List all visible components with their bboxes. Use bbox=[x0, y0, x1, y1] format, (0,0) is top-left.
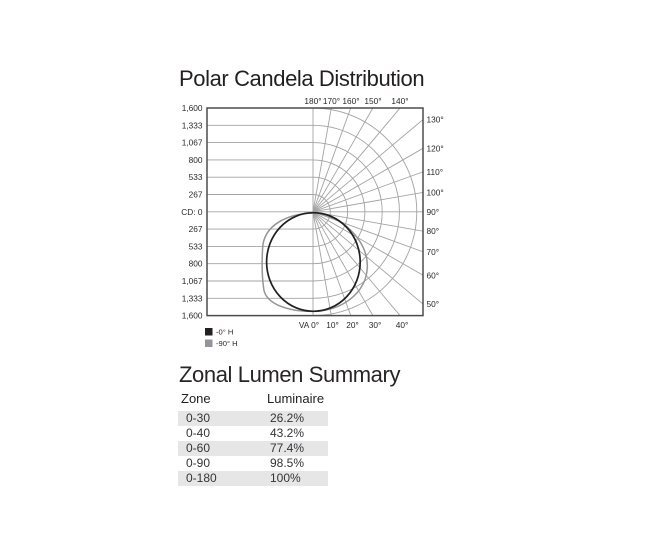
zonal-col-zone: Zone bbox=[181, 391, 211, 406]
angle-tick-label: 40° bbox=[395, 320, 409, 330]
angle-tick-label: 80° bbox=[426, 226, 440, 237]
table-row bbox=[178, 471, 328, 486]
y-tick-label: 800 bbox=[188, 154, 203, 165]
chart-legend bbox=[205, 328, 238, 349]
legend-swatch-90deg bbox=[205, 340, 213, 348]
zonal-summary-table bbox=[178, 411, 328, 486]
y-tick-label: 800 bbox=[188, 258, 203, 269]
angle-tick-label: 110° bbox=[426, 166, 444, 177]
angle-tick-label: 150° bbox=[364, 96, 382, 106]
angle-tick-label: 100° bbox=[426, 187, 444, 198]
y-tick-label: 1,333 bbox=[181, 293, 203, 304]
zone-cell: 0-90 bbox=[186, 456, 211, 470]
y-tick-label: 1,067 bbox=[181, 276, 203, 286]
right-angle-tick-labels bbox=[427, 115, 444, 310]
table-row bbox=[178, 441, 328, 456]
horizontal-gridlines bbox=[207, 125, 313, 298]
angle-tick-label: 60° bbox=[426, 270, 440, 281]
luminaire-cell: 26.2% bbox=[270, 411, 305, 425]
zonal-summary-title: Zonal Lumen Summary bbox=[179, 362, 401, 387]
zone-cell: 0-40 bbox=[186, 426, 211, 440]
y-tick-label: 267 bbox=[188, 189, 203, 200]
angle-tick-label-va-zero: VA 0° bbox=[298, 320, 320, 330]
table-row bbox=[178, 411, 328, 426]
zonal-col-luminaire: Luminaire bbox=[267, 391, 325, 406]
luminaire-cell: 100% bbox=[270, 471, 301, 485]
y-tick-label: 1,333 bbox=[181, 120, 203, 131]
zone-cell: 0-30 bbox=[186, 411, 211, 425]
legend-label-90deg: -90° H bbox=[216, 339, 238, 349]
y-tick-label: 267 bbox=[188, 224, 203, 235]
luminaire-cell: 98.5% bbox=[270, 456, 305, 470]
angle-tick-label: 30° bbox=[368, 320, 382, 330]
y-tick-label: 1,600 bbox=[181, 103, 203, 113]
angle-tick-label: 130° bbox=[426, 114, 444, 125]
y-tick-label: 1,067 bbox=[181, 137, 203, 148]
table-row bbox=[178, 426, 328, 441]
curve-90deg-horizontal-plane bbox=[262, 213, 367, 311]
luminaire-cell: 77.4% bbox=[270, 441, 305, 455]
zone-cell: 0-60 bbox=[186, 441, 211, 455]
angle-tick-label: 120° bbox=[426, 143, 444, 154]
zonal-table-header bbox=[181, 391, 361, 406]
y-tick-label: 1,600 bbox=[181, 310, 203, 321]
y-tick-label: 533 bbox=[188, 172, 203, 183]
table-row bbox=[178, 456, 328, 471]
angle-tick-label: 160° bbox=[342, 96, 360, 106]
luminaire-cell: 43.2% bbox=[270, 426, 305, 440]
angle-tick-label: 50° bbox=[426, 299, 440, 309]
y-tick-label-cd-zero: CD: 0 bbox=[181, 206, 203, 217]
angle-tick-label: 20° bbox=[346, 320, 359, 330]
angle-tick-label: 90° bbox=[426, 206, 440, 217]
polar-chart-title: Polar Candela Distribution bbox=[179, 66, 425, 91]
angle-tick-label: 140° bbox=[391, 96, 409, 106]
zone-cell: 0-180 bbox=[186, 471, 217, 485]
angle-tick-label: 70° bbox=[426, 246, 440, 257]
y-axis-tick-labels bbox=[181, 103, 203, 321]
legend-swatch-0deg bbox=[205, 328, 213, 336]
angle-tick-label: 180° bbox=[304, 96, 322, 106]
angle-tick-label: 170° bbox=[322, 96, 341, 106]
y-tick-label: 533 bbox=[188, 241, 203, 252]
polar-candela-chart bbox=[170, 90, 460, 360]
legend-label-0deg: -0° H bbox=[216, 327, 234, 337]
angle-tick-label: 10° bbox=[326, 320, 339, 330]
bottom-angle-tick-labels bbox=[299, 320, 408, 330]
top-angle-tick-labels bbox=[304, 96, 408, 106]
